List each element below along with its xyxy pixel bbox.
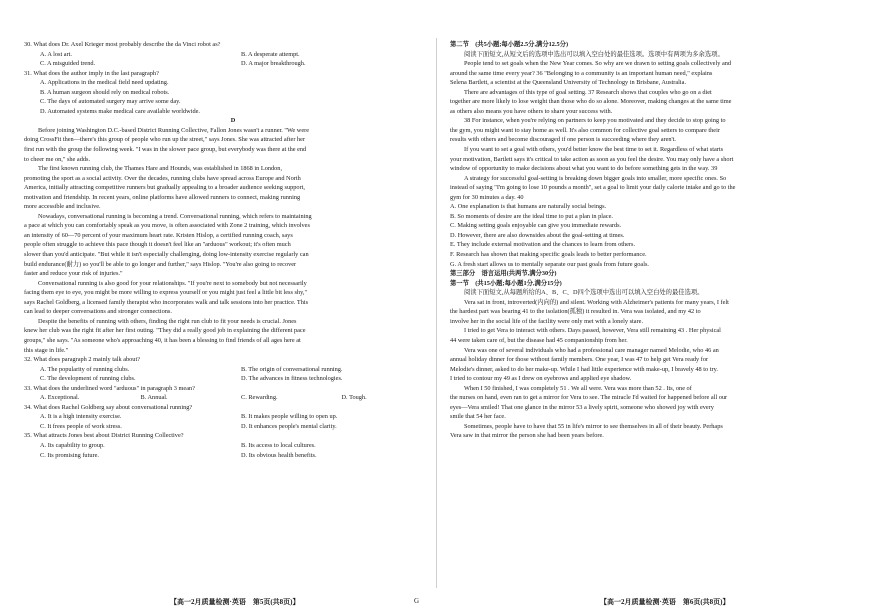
option-b: B. Annual.	[140, 394, 168, 402]
passage-line: There are advantages of this type of goal setting. 37 Research shows that couples who go on a diet	[464, 88, 712, 96]
option-b: B. Its access to local cultures.	[241, 441, 316, 449]
passage-line: 38 For instance, when you're relying on partners to keep you motivated and they decide to stop going to	[464, 117, 726, 125]
option-c: C. The development of running clubs.	[40, 375, 136, 383]
option-b: B. It makes people willing to open up.	[241, 413, 338, 421]
passage-line: together are more likely to lose weight than those who do so alone. Moreover, making changes at the same time	[450, 98, 732, 106]
cloze-line: the hardest part was bearing 41 to the isolation(孤独) it resulted in. Vera was isolated, and my 42 to	[450, 308, 701, 316]
passage-line: Selena Bartlett, a scientist at the Queensland University of Technology in Brisbane, Australia.	[450, 79, 687, 87]
cloze-line: 44 were taken care of, but the disease had 45 companionship from her.	[450, 336, 628, 344]
option-b: B. A desperate attempt.	[241, 50, 300, 58]
passage-line: a pace at which you can comfortably speak as you move, is often associated with Zone 2 training, which involves	[24, 222, 310, 230]
passage-line: the gym, you might want to stay home as well. It's also common for collective goal setters to compare their	[450, 126, 720, 134]
option-b: B. A human surgeon should rely on medical robots.	[40, 88, 170, 96]
part-header: 第二节 (共5小题;每小题2.5分,满分12.5分)	[450, 41, 569, 48]
section-label: D	[230, 117, 236, 125]
option-b: B. The origin of conversational running.	[241, 365, 343, 373]
passage-line: motivation and friendship. In recent years, online platforms have allowed runners to connect, making running	[24, 193, 301, 201]
option-c: C. Rewarding.	[241, 394, 278, 402]
option-d: D. A major breakthrough.	[241, 60, 306, 68]
part3-section: 第一节 (共15小题;每小题1分,满分15分)	[450, 279, 562, 287]
passage-line: If you want to set a goal with others, you'd better know the best time to set it. Regardless of what starts	[464, 146, 724, 154]
option-c: C. It frees people of work stress.	[40, 422, 122, 430]
passage-line: knew her club was the right fit after her first outing. "They did a really good job in explaining the different pace	[24, 327, 306, 335]
option-a: A. Exceptional.	[40, 394, 80, 402]
passage-line: your motivation, Bartlett says it's critical to take action as soon as you feel the desire. You may only have a short	[450, 155, 734, 163]
cloze-line: eyes—Vera smiled! That one glance in the mirror 53 a lively spirit, someone who showed joy with every	[450, 403, 714, 411]
passage-line: first run with the group the following week. "I was in the slower pace group, but everybody was there at the end	[24, 146, 307, 154]
cloze-line: Melodie's dinner, asked to do her make-up. While I had little experience with make-up, I bravely 48 to try.	[450, 365, 718, 373]
question-33-stem: 33. What does the underlined word "arduous" in paragraph 3 mean?	[24, 384, 195, 392]
question-31-stem: 31. What does the author imply in the last paragraph?	[24, 69, 159, 77]
passage-line: people often struggle to achieve this pace though it doesn't feel like an "arduous" workout; it's often much	[24, 241, 291, 249]
option-c: C. Making setting goals enjoyable can give you immediate rewards.	[450, 222, 622, 230]
option-d: D. However, there are also downsides about the goal-setting at times.	[450, 231, 625, 239]
passage-line: to cheer me on," she adds.	[24, 155, 91, 163]
passage-line: Conversational running is also good for your relationships. "If you're next to somebody but not necessarily	[38, 279, 307, 287]
left-page	[24, 40, 442, 588]
passage-line: says Rachel Goldberg, a licensed family therapist who incorporates walk and talk sessions into her practice. This	[24, 298, 309, 306]
passage-line: as others also means you have others to share your success with.	[450, 107, 613, 115]
passage-line: an intensity of 60—70 percent of your maximum heart rate. Kristen Hislop, a certified running coach, says	[24, 231, 293, 239]
option-d: D. Automated systems make medical care available worldwide.	[40, 107, 200, 115]
passage-line: more accessible and inclusive.	[24, 203, 101, 211]
passage-line: A strategy for successful goal-setting is breaking down bigger goals into smaller, more specific ones. So	[464, 174, 727, 182]
part3-instructions: 阅读下面短文,从每题所给的A、B、C、D四个选项中选出可以填入空白处的最佳选项。	[464, 289, 704, 297]
right-page-footer: 【高一2月质量检测·英语 第6页(共8页)】	[600, 598, 730, 606]
cloze-line: I tried to contour my 49 as I drew on eyebrows and applied eye shadow.	[450, 375, 632, 383]
option-d: D. Its obvious health benefits.	[241, 451, 317, 459]
option-f: F. Research has shown that making specific goals leads to better performance.	[450, 251, 647, 259]
option-a: A. The popularity of running clubs.	[40, 365, 130, 373]
cloze-line: I tried to get Vera to interact with others. Days passed, however, Vera still remaining 43 . Her physical	[464, 327, 721, 335]
option-a: A. Applications in the medical field need updating.	[40, 79, 169, 87]
cloze-line: the nurses on hand, even ran to get a mirror for Vera to see. The miracle I'd waited for happened before all our	[450, 394, 728, 402]
cloze-line: smile that 54 her face.	[450, 413, 506, 421]
passage-line: can lead to deeper conversations and stronger connections.	[24, 308, 172, 316]
question-32-stem: 32. What does paragraph 2 mainly talk about?	[24, 356, 140, 364]
cloze-line: Sometimes, people have to have that 55 in life's mirror to see themselves in all of their beauty. Perhaps	[464, 422, 723, 430]
question-33-options	[24, 393, 442, 403]
option-c: C. A misguided trend.	[40, 60, 96, 68]
passage-line: Despite the benefits of running with others, finding the right run club to fit your needs is crucial. Jones	[38, 317, 297, 325]
question-32-options	[24, 365, 442, 384]
option-c: C. Its promising future.	[40, 451, 99, 459]
cloze-line: When I 50 finished, I was completely 51 . We all were. Vera was more than 52 . Its, one of	[464, 384, 692, 392]
passage-line: Nowadays, conversational running is becoming a trend. Conversational running, which refers to maintaining	[38, 212, 312, 220]
question-35-options	[24, 441, 442, 460]
passage-line: Before joining Washington D.C.-based District Running Collective, Fallon Jones wasn't a runner. "We were	[38, 126, 310, 134]
passage-line: window of opportunity to make decisions about what you want to do before something gets in the way. 39	[450, 165, 718, 173]
passage-line: promoting the sport as a social activity. Over the decades, running clubs have spread across Europe and North	[24, 174, 301, 182]
passage-line: build endurance(耐力) so you'll be able to go longer and further," says Hislop. "You're also going to recover	[24, 260, 297, 268]
passage-line: gym for 30 minutes a day. 40	[450, 193, 524, 201]
option-a: A. Its capability to group.	[40, 441, 105, 449]
passage-line: The first known running club, the Thames Hare and Hounds, was established in 1868 in London,	[38, 165, 283, 173]
question-35-stem: 35. What attracts Jones best about District Running Collective?	[24, 432, 184, 440]
question-30-options	[24, 50, 442, 69]
right-page	[450, 40, 868, 588]
option-c: C. The days of automated surgery may arrive some day.	[40, 98, 181, 106]
cloze-line: annual holiday dinner for those without family members. One year, I was 47 to help get Vera ready for	[450, 356, 709, 364]
page-mark: G	[414, 597, 420, 605]
option-d: D. Tough.	[341, 394, 367, 402]
instructions: 阅读下面短文,从短文后的选项中选出可以填入空白处的最佳选项。选项中有两项为多余选项。	[464, 50, 724, 58]
part3-title: 第三部分 语言运用(共两节,满分30分)	[450, 270, 557, 278]
option-b: B. So moments of desire are the ideal time to put a plan in place.	[450, 212, 613, 220]
passage-line: facing them eye to eye, you might be more willing to express yourself or you might just feel a little bit less shy,"	[24, 289, 308, 297]
passage-line: around the same time every year? 36 "Belonging to a community is an important human need," explains	[450, 69, 713, 77]
option-d: D. It enhances people's mental clarity.	[241, 422, 337, 430]
question-34-stem: 34. What does Rachel Goldberg say about conversational running?	[24, 403, 193, 411]
question-34-options	[24, 412, 442, 431]
passage-line: this stage in life."	[24, 346, 69, 354]
option-e: E. They include external motivation and the chances to learn from others.	[450, 241, 636, 249]
passage-line: groups," she says. "As someone who's approaching 40, it has been a blessing to find friends of all ages here at	[24, 336, 301, 344]
option-g: G. A fresh start allows us to mentally separate our past goals from future goals.	[450, 260, 650, 268]
option-a: A. A lost art.	[40, 50, 73, 58]
option-a: A. It is a high intensity exercise.	[40, 413, 122, 421]
passage-line: instead of saying "I'm going to lose 10 pounds a month", set a goal to limit your daily calorie intake and go to the	[450, 184, 736, 192]
passage-line: doing CrossFit then—there's this group of people who run up the street," says Jones. She was attracted after her	[24, 136, 306, 144]
passage-line: slower than you'd anticipate. "But while it isn't especially challenging, doing low-intensity exercise regularly can	[24, 251, 309, 259]
passage-line: People tend to set goals when the New Year comes. So why are we drawn to setting goals collectively and	[464, 60, 732, 68]
cloze-line: Vera saw in that mirror the person she had been years before.	[450, 432, 604, 440]
passage-line: America, initially attracting competitive runners but gradually appealing to a broader audience seeking support,	[24, 184, 305, 192]
passage-line: faster and reduce your risk of injuries."	[24, 270, 123, 278]
left-page-footer: 【高一2月质量检测·英语 第5页(共8页)】	[170, 598, 300, 606]
question-30-stem: 30. What does Dr. Axel Krieger most probably describe the da Vinci robot as?	[24, 41, 221, 48]
option-a: A. One explanation is that humans are naturally social beings.	[450, 203, 607, 211]
option-d: D. The advances in fitness technologies.	[241, 375, 343, 383]
cloze-line: Vera was one of several individuals who had a professional care manager named Melodie, who 46 an	[464, 346, 719, 354]
cloze-line: Vera sat in front, introverted(内向的) and silent. Working with Alzheimer's patients for many years, I felt	[464, 298, 729, 306]
cloze-line: involve her in the social life of the facility were only met with a lonely stare.	[450, 317, 644, 325]
passage-line: results with others and become discouraged if one person is succeeding where they aren't.	[450, 136, 676, 144]
